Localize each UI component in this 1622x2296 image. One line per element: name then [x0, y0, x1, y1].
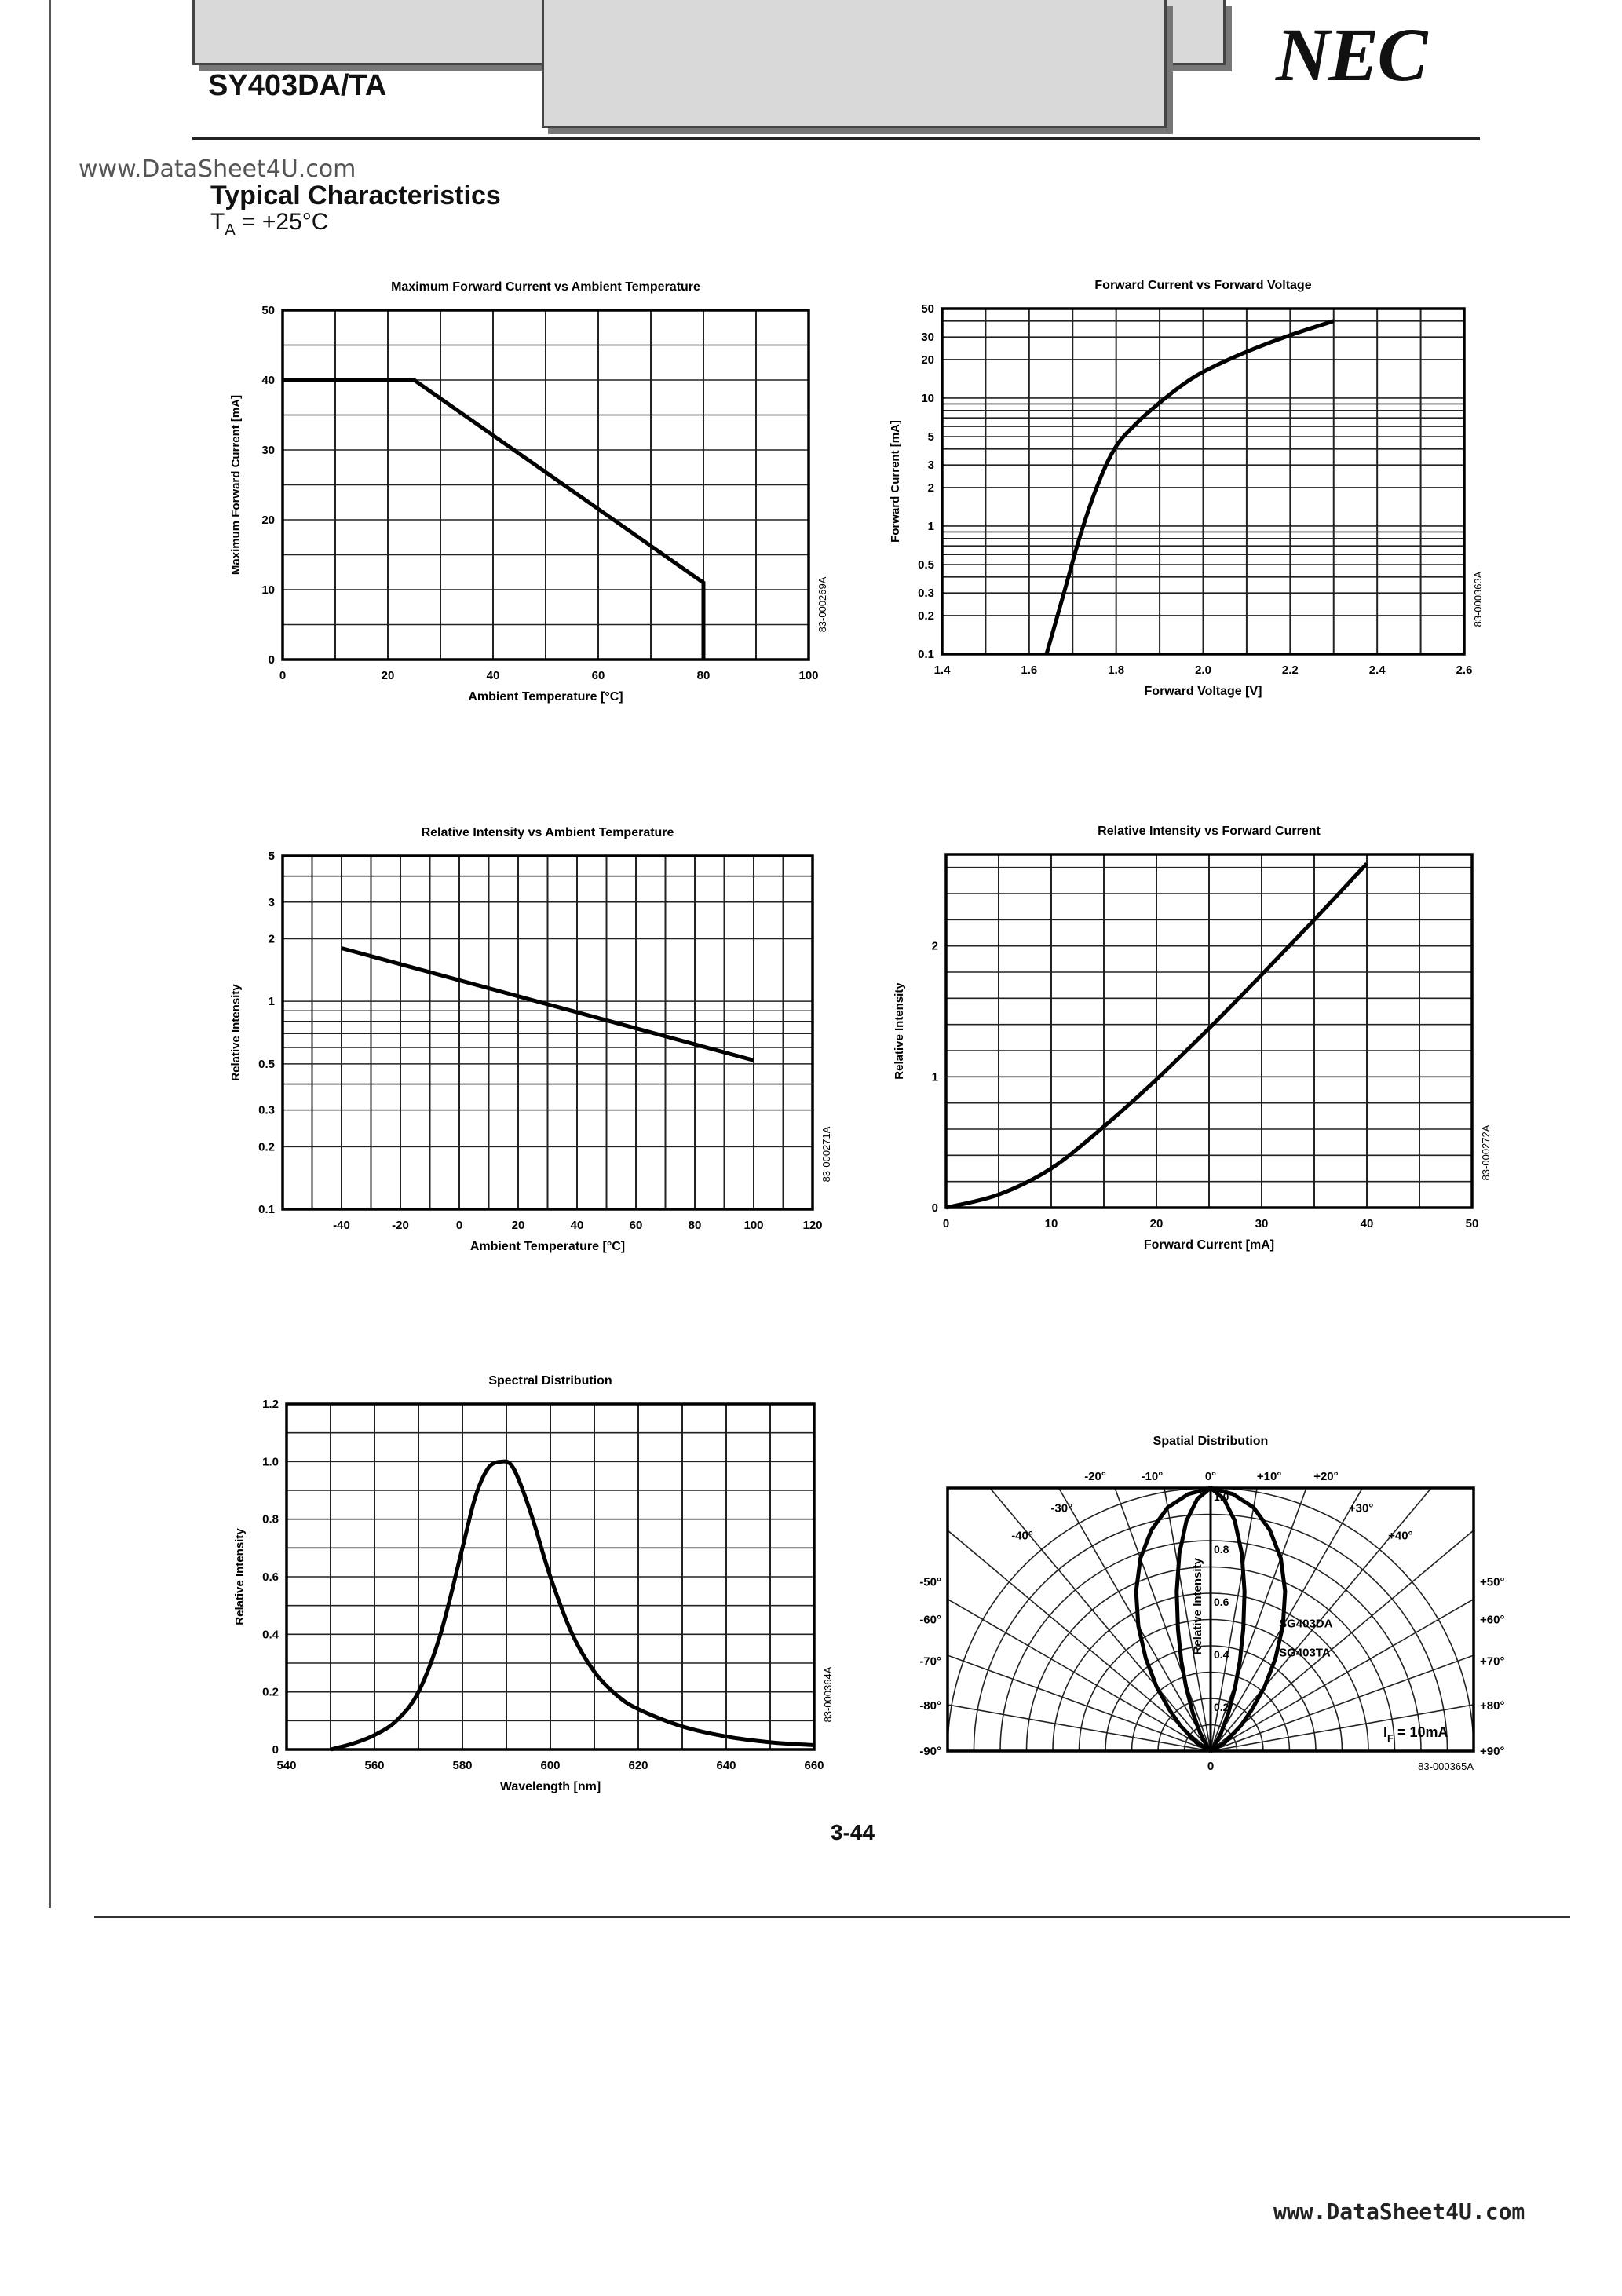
y-tick-label: 20	[921, 353, 934, 367]
x-tick-label: 1.8	[1108, 664, 1125, 677]
x-tick-label: 2.4	[1368, 664, 1386, 677]
polar-ray	[1211, 1678, 1622, 1751]
condition-subscript: F	[1387, 1732, 1394, 1744]
y-tick-label: 2	[931, 939, 938, 953]
y-tick-label: 50	[921, 302, 934, 316]
y-tick-label: 1	[927, 519, 934, 533]
x-tick-label: 2.6	[1456, 664, 1473, 677]
chart-fwd-current-vs-temp	[229, 280, 828, 704]
origin-label: 0	[1207, 1760, 1215, 1773]
x-tick-label: 1.6	[1021, 664, 1038, 677]
angle-label: -10°	[1141, 1470, 1164, 1483]
chart-spatial-distribution	[790, 1330, 1622, 2014]
y-tick-label: 2	[268, 932, 275, 946]
y-tick-label: 0.2	[918, 609, 934, 623]
y-tick-label: 30	[921, 331, 934, 345]
x-tick-label: 0	[942, 1217, 950, 1230]
brand-logo: NEC	[1276, 13, 1427, 97]
angle-label: -40°	[1011, 1529, 1033, 1543]
y-tick-label: 0	[268, 653, 275, 667]
x-tick-label: 600	[540, 1759, 561, 1772]
condition-label	[1383, 1724, 1448, 1744]
angle-label: +50°	[1480, 1575, 1505, 1589]
x-tick-label: 40	[1360, 1217, 1374, 1230]
angle-label: -50°	[919, 1575, 941, 1589]
chart-title: Spectral Distribution	[488, 1374, 612, 1387]
x-tick-label: 660	[804, 1759, 824, 1772]
grid-vertical	[283, 856, 813, 1209]
r-tick-label: 0.8	[1214, 1543, 1229, 1556]
angle-label: -90°	[919, 1745, 941, 1758]
y-tick-label: 10	[921, 391, 934, 405]
footer-rule	[94, 1916, 1570, 1918]
y-tick-label: 1	[268, 995, 275, 1009]
y-tick-label: 0.5	[258, 1057, 275, 1071]
y-tick-label: 3	[268, 895, 275, 909]
r-tick-label: 0.4	[1214, 1648, 1229, 1661]
chart-rel-intensity-vs-temp	[229, 826, 832, 1253]
x-tick-label: 100	[743, 1219, 764, 1232]
x-axis-label: Forward Voltage [V]	[1144, 685, 1262, 698]
y-tick-label: 10	[261, 583, 275, 597]
x-tick-label: 60	[629, 1219, 643, 1232]
figure-code: 83-000363A	[1472, 571, 1484, 627]
polar-grid	[790, 1330, 1622, 2014]
y-tick-label: 0	[272, 1743, 279, 1757]
r-tick-label: 0.2	[1214, 1701, 1229, 1713]
x-axis-label: Ambient Temperature [°C]	[469, 1240, 626, 1253]
part-number: SY403DA/TA	[208, 69, 387, 102]
x-tick-label: 0	[455, 1219, 463, 1232]
angle-label: +20°	[1313, 1470, 1339, 1483]
x-tick-label: 20	[1149, 1217, 1164, 1230]
x-tick-label: 20	[381, 669, 395, 682]
r-tick-label: 0.6	[1214, 1596, 1229, 1608]
grid-vertical	[942, 309, 1464, 654]
y-tick-label: 3	[927, 459, 934, 473]
y-axis-label: Forward Current [mA]	[889, 420, 902, 543]
watermark-top[interactable]: www.DataSheet4U.com	[79, 155, 356, 183]
y-tick-label: 0.1	[918, 648, 934, 661]
y-tick-label: 5	[927, 430, 934, 444]
x-tick-label: 120	[802, 1219, 823, 1232]
x-tick-label: 80	[688, 1219, 702, 1232]
x-tick-label: 540	[276, 1759, 297, 1772]
angle-label: +90°	[1480, 1745, 1505, 1758]
condition-value: = 10mA	[1394, 1724, 1448, 1740]
figure-code: 83-000364A	[822, 1666, 834, 1723]
x-tick-label: -40	[333, 1219, 350, 1232]
series-label: SG403TA	[1279, 1646, 1331, 1660]
y-tick-label: 0.3	[258, 1103, 275, 1117]
x-tick-label: 30	[1255, 1217, 1269, 1230]
section-title: Typical Characteristics	[210, 181, 501, 210]
angle-label: +30°	[1348, 1501, 1374, 1515]
x-axis-label: Wavelength [nm]	[499, 1780, 601, 1793]
x-tick-label: 80	[696, 669, 711, 682]
angle-label: -20°	[1084, 1470, 1106, 1483]
x-tick-label: 580	[452, 1759, 473, 1772]
y-axis-label: Maximum Forward Current [mA]	[229, 394, 243, 576]
chart-title: Relative Intensity vs Forward Current	[1098, 824, 1321, 838]
x-axis-label: Forward Current [mA]	[1143, 1238, 1275, 1252]
chart-title: Forward Current vs Forward Voltage	[1094, 279, 1312, 292]
angle-label: +40°	[1388, 1529, 1413, 1543]
angle-label: -60°	[919, 1613, 941, 1627]
figure-code: 83-000272A	[1480, 1124, 1492, 1181]
y-axis-label: Relative Intensity	[893, 982, 906, 1080]
y-tick-label: 0.2	[258, 1140, 275, 1154]
y-tick-label: 1.2	[262, 1398, 279, 1411]
y-tick-label: 2	[927, 481, 934, 495]
y-tick-label: 0.1	[258, 1203, 275, 1216]
angle-label: 0°	[1204, 1470, 1217, 1483]
x-tick-label: 20	[511, 1219, 525, 1232]
angle-label: -30°	[1050, 1501, 1073, 1515]
x-tick-label: 0	[279, 669, 287, 682]
figure-code: 83-000365A	[1418, 1760, 1474, 1772]
y-tick-label: 0	[931, 1201, 938, 1215]
y-tick-label: 40	[261, 374, 275, 387]
polar-ray	[1211, 1428, 1481, 1751]
chart-spectral-distribution	[233, 1374, 834, 1793]
angle-label: -80°	[919, 1698, 941, 1713]
x-tick-label: 2.2	[1281, 664, 1299, 677]
y-tick-label: 0.3	[918, 587, 934, 601]
y-axis-label: Relative Intensity	[1191, 1558, 1204, 1655]
x-tick-label: 1.4	[933, 664, 951, 677]
figure-code: 83-000269A	[816, 576, 828, 633]
x-tick-label: 640	[716, 1759, 736, 1772]
condition-symbol: T	[210, 209, 225, 235]
condition-value: = +25°C	[235, 209, 329, 235]
x-axis-label: Ambient Temperature [°C]	[468, 690, 623, 704]
watermark-bottom[interactable]: www.DataSheet4U.com	[1273, 2199, 1525, 2225]
angle-label: +60°	[1480, 1613, 1505, 1627]
y-tick-label: 5	[268, 850, 275, 863]
y-tick-label: 0.6	[262, 1570, 279, 1584]
y-tick-label: 1	[931, 1070, 938, 1084]
condition-symbol: I	[1383, 1724, 1388, 1740]
angle-label: +10°	[1256, 1470, 1282, 1483]
y-tick-label: 30	[261, 444, 275, 457]
chart-title: Relative Intensity vs Ambient Temperature	[421, 826, 674, 839]
figure-code: 83-000271A	[820, 1126, 832, 1183]
x-tick-label: 60	[591, 669, 605, 682]
y-tick-label: 1.0	[262, 1455, 279, 1469]
x-tick-label: 2.0	[1195, 664, 1211, 677]
angle-label: +70°	[1480, 1654, 1505, 1669]
x-tick-label: 40	[570, 1219, 584, 1232]
condition-subscript: A	[225, 221, 236, 239]
page-number: 3-44	[831, 1820, 875, 1844]
y-tick-label: 50	[261, 304, 275, 317]
chart-title: Spatial Distribution	[1153, 1435, 1269, 1448]
x-tick-label: 40	[486, 669, 500, 682]
r-tick-label: 1.0	[1214, 1490, 1229, 1503]
angle-label: -70°	[919, 1654, 941, 1669]
x-tick-label: 620	[628, 1759, 648, 1772]
x-tick-label: 50	[1465, 1217, 1479, 1230]
x-tick-label: 560	[364, 1759, 385, 1772]
y-tick-label: 0.5	[918, 558, 934, 572]
y-tick-label: 20	[261, 514, 275, 527]
chart-fwd-current-vs-voltage	[889, 279, 1484, 698]
polar-ray	[940, 1428, 1211, 1751]
chart-rel-intensity-vs-current	[893, 824, 1492, 1252]
x-tick-label: 100	[798, 669, 819, 682]
chart-title: Maximum Forward Current vs Ambient Temperature	[391, 280, 700, 294]
x-tick-label: 10	[1044, 1217, 1058, 1230]
y-tick-label: 0.8	[262, 1512, 279, 1526]
polar-ray	[815, 1607, 1211, 1751]
x-tick-label: -20	[392, 1219, 409, 1232]
y-axis-label: Relative Intensity	[229, 984, 243, 1081]
angle-label: +80°	[1480, 1698, 1505, 1713]
y-tick-label: 0.2	[262, 1685, 279, 1699]
y-axis-label: Relative Intensity	[233, 1528, 247, 1625]
y-tick-label: 0.4	[262, 1628, 279, 1642]
series-label: SG403DA	[1279, 1617, 1333, 1631]
